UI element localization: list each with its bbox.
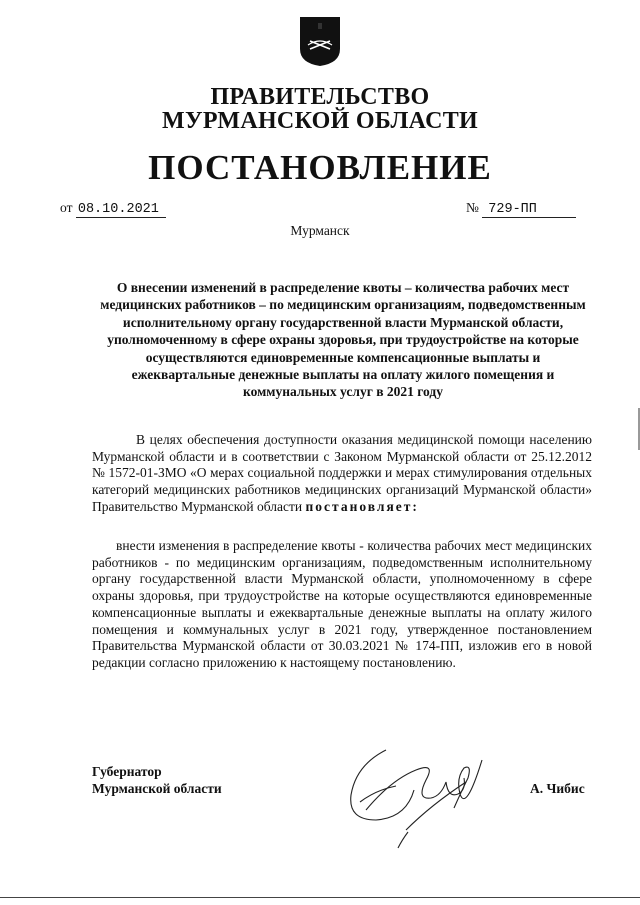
- date-field: [60, 200, 166, 218]
- signatory-name: А. Чибис: [530, 781, 585, 796]
- body-paragraph-2: внести изменения в распределение квоты - количества рабочих мест медицинских работников - по медицинским организациям, подведомственным исполнительному органу государственной власти Мурманской области, уполномоченному в сфере охраны здоровья, при трудоустройстве на которые осуществляются единовременные компенсационные выплаты и ежеквартальные денежные выплаты на оплату жилого помещения и коммунальных услуг в 2021 году, утвержденное постановлением Правительства Мурманской области от 30.03.2021 № 174-ПП, изложив его в новой редакции согласно приложению к настоящему постановлению.: [92, 538, 592, 670]
- resolution-keyword: постановляет:: [305, 498, 419, 514]
- city-name: Мурманск: [290, 223, 350, 238]
- signatory-position-line1: Губернатор: [92, 764, 162, 779]
- document-type-heading: ПОСТАНОВЛЕНИЕ: [148, 148, 492, 187]
- handwritten-signature: [336, 720, 496, 860]
- signatory-position-line2: Мурманской области: [92, 780, 222, 796]
- organization-name-line2: МУРМАНСКОЙ ОБЛАСТИ: [162, 108, 478, 134]
- date-prefix: от: [60, 200, 73, 215]
- coat-of-arms-emblem: [298, 15, 342, 67]
- organization-name-line1: ПРАВИТЕЛЬСТВО: [210, 84, 430, 110]
- document-number: 729-ПП: [482, 202, 576, 218]
- body-paragraph-1: [92, 432, 592, 516]
- signatory-position: [92, 764, 222, 797]
- document-title: О внесении изменений в распределение квоты – количества рабочих мест медицинских работников – по медицинским организациям, подведомственным исполнительному органу государственной власти Мурманской области, уполномоченному в сфере охраны здоровья, при трудоустройстве на которые осуществляются единовременные компенсационные выплаты и ежеквартальные денежные выплаты на оплату жилого помещения и коммунальных услуг в 2021 году: [100, 280, 586, 400]
- number-field: [466, 200, 576, 218]
- paragraph-1-text: В целях обеспечения доступности оказания медицинской помощи населению Мурманской области и в соответствии с Законом Мурманской области от 25.12.2012 № 1572-01-ЗМО «О мерах социальной поддержки и мерах стимулирования отдельных категорий медицинских работников медицинских организаций Мурманской области» Правительство Мурманской области: [92, 432, 592, 514]
- document-date: 08.10.2021: [76, 202, 166, 218]
- number-prefix: №: [466, 200, 479, 215]
- page-bottom-rule: [0, 897, 640, 898]
